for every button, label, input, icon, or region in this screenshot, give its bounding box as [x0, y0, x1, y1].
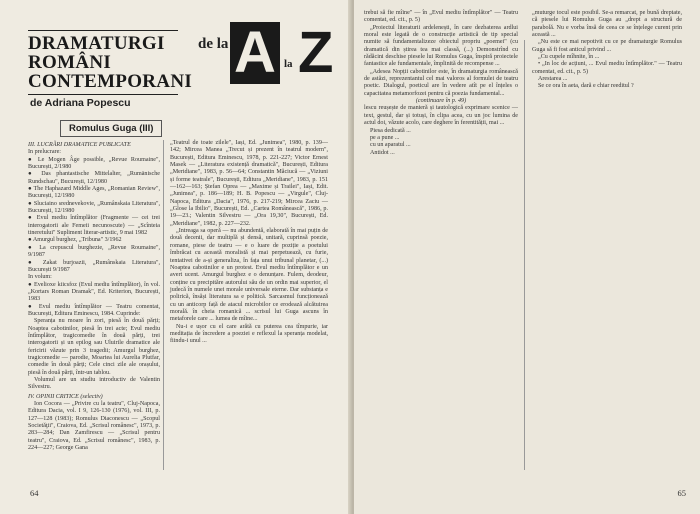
text-paragraph: trebui să fie mîine" — în „Evul mediu întîmplător" — Teatru comentat, ed. cit., p. 5) — [364, 10, 518, 24]
text-paragraph: cu un aparatul ... — [370, 142, 411, 149]
section-heading: III. LUCRĂRI DRAMATICE PUBLICATE — [28, 142, 131, 148]
page-number-left: 64 — [30, 488, 39, 498]
text-paragraph: ● The Haphazard Middle Ages, „Romanian Review", București, 12/1980 — [28, 186, 160, 200]
left-column-2 — [170, 140, 328, 346]
left-column-1 — [28, 140, 160, 452]
title-la: la — [284, 58, 293, 70]
text-paragraph: „muturge tocul este posibil. Se-a remarcat, pe bună dreptate, că piesele lui Romulus Guga au „drept a structură de parabolă. Nu e vorba însă de ceea ce se înțelege curent prin această ... — [532, 10, 682, 39]
text-paragraph: Arestarea ... — [538, 76, 568, 83]
title-block — [28, 30, 193, 95]
text-paragraph: ● Evul mediu întîmplător — Teatru comentat, București, Editura Eminescu, 1984. Cuprinde: — [28, 303, 160, 317]
text-paragraph: ● Evul mediu întîmplător (Fragmente — cei trei interogatorii ale Femeii necunoscute) — „Scînteia tineretului" Supliment literar-artistic, 9 mai 1982 — [28, 215, 160, 237]
title-big-z: Z — [298, 20, 334, 85]
text-paragraph: Piesa dedicată ... — [370, 127, 411, 134]
continuation-note: (continuare în p. 49) — [415, 98, 467, 105]
title-line-2: ROMÂNI — [28, 52, 112, 73]
page-number-right: 65 — [677, 488, 686, 498]
text-paragraph: pe a pune ... — [370, 134, 400, 141]
text-paragraph: „Teatrul de toate zilele", Iași, Ed. „Junimea", 1980, p. 139—142; Mircea Manea „Trecut și prezent în teatrul modern", București, Editura Eminescu, 1978, p. 221-227; Victor Ernest Masek — „Literatura existență dramatică", București, Editura „Meridiane", 1983, p. 56—64; Constantin Măciucă — „Viziuni și forme teatrale", București, Editura „Meridiane", 1983, p. 151—162—163; Ștefan Oprea — „Maxime și Trailei", Iași, Edit. „Junimea", p. 186—189; H. B. Popescu — „Virgule", Cluj-Napoca, Editura „Dacia", 1976, p. 217-219; Mircea Zaciu — „Glose la Ibilio", București, Ed. „Cartea Românească", 1986, p. 19—23.; Valentin Silvestru — „Ora 19,30", București, Ed. „Meridiane", 1982, p. 227—232. — [170, 140, 328, 227]
text-paragraph: ● Le Mogen Âge possible, „Revue Roumaine", București, 2/1980 — [28, 156, 160, 171]
text-paragraph: „Nu este ce mai nepotivit cu ce pe dramaturgie Romulus Guga să fi fost anticul privind ... — [532, 39, 682, 53]
text-paragraph: In prelucrare: — [28, 149, 61, 156]
column-separator — [524, 40, 525, 470]
title-line-3: CONTEMPORANI — [28, 71, 193, 92]
text-paragraph: Speranța nu moare în zori, piesă în două părți; Noaptea cabotinilor, piesă în trei acte; Evul mediu întîmplător, tragicomedie în două părți, trei interogatorii și un epilog sau Uluirile dramatice ale fericirii văzute prin 3 tragedii; Amurgul burghez, tragicomedie — parodie, Moartea lui Aurelia Plutfar, comedie în două părți; Cele cinci zile ale orașului, piesă în două părți, într-un tablou. — [28, 318, 160, 376]
article-subtitle: Romulus Guga (III) — [60, 120, 162, 137]
right-page — [354, 0, 700, 514]
text-paragraph: „Proiectul literaturii ardelenești, în care dezbaterea ardlui moral este legată de o construcție artistică de tip special numite să fundamentalizeze obiectul propriu „poemei" (cu dramatică din știrea tea mai classă, (...) Demonstrînd cu rădăcini deschise piesele lui Romulus Guga, înspiră proiectele fantastice ale fundamentale, împlinită de recompense ... — [364, 24, 518, 68]
right-column-1 — [364, 10, 518, 157]
text-paragraph: • „In loc de acțiuni, ... Evul mediu întîmplător." — Teatru comentat, ed. cit., p. 5) — [532, 61, 682, 75]
section-heading: IV. OPINII CRITICE (selectiv) — [28, 393, 103, 400]
text-paragraph: „Intreaga sa operă — nu abundentă, elaborată în mai puțin de două decenii, dar multiplă și densă, unitară, cuprinsă poezie, romane, piese de teatru — e o luare de poziție a poetului îmbrăcat cu această moralistă și mai perpetuează, cu furie, tentativei de a-și generaliza, în fața unui tribunal planetar, (...) Noaptea cabotinilor e un protest. Evul mediu întîmplător e un avert ucent. Amurgul burghez e o denunțare. Fulem, deodeur, conține cu precipităre autorului său de un ordin mai superior, el judecă în numele unei morale universale eterne. Dar substanța e polirică, însăși literatura sa e politică. Sarcasmul funcționează cu un anticorp față de atacul microbilor ce erodează alcătuirea morală. în cheia romanică ... scrisul lui Guga ascuns în metaforele care ... lumea de mîine... — [170, 228, 328, 323]
text-paragraph: Ion Cocora — „Privire cu la teatru", Cluj-Napoca, Editura Dacia, vol. I 9, 126-130 (1976), vol. III, p. 127—128 (1983); Romulus Diaconescu — „Scopul Societăţii", Craiova, Ed. „Scrisul românesc", 1973, p. 283—284; Dan Zamfirescu — „Scrisul pentru teatru", Craiova, Ed. „Scrisul românesc", 1983, p. 224—227; George Gana — [28, 401, 160, 452]
text-paragraph: ● Das phantastische Mittelalter, „Rumänische Rundschau", București, 12/1980 — [28, 171, 160, 185]
text-paragraph: Se ce ora în aeta, dară e chiar reeditul ? — [538, 83, 634, 90]
title-big-a: A — [230, 22, 280, 84]
text-paragraph: lescu reușește de manieră și tautologică exprimare scenice — text, gestul, dar și totuși, în clipa acea, cu un joc lumina de actul doi, văzute acolo, care deghere în ferentității, mai ... — [364, 105, 518, 127]
text-paragraph: Antidot ... — [370, 149, 395, 156]
text-paragraph: Volumul are un studiu introductiv de Valentin Silvestru. — [28, 377, 160, 391]
text-paragraph: ● La crepuscul burghezie, „Revue Roumaine", 9/1987 — [28, 244, 160, 259]
text-paragraph: „Cu cupele mîhnite, în ... — [538, 54, 600, 61]
title-line-1: DRAMATURGI — [28, 33, 165, 54]
column-separator — [163, 140, 164, 470]
right-column-2 — [532, 10, 682, 91]
text-paragraph: In volum: — [28, 274, 52, 281]
text-paragraph: Nu-i e ușor cu el care arătă cu puterea cea tîmpurie, iar meditația de încredere a poeziei e reflexul la speranța modelat, fiindu-i unul ... — [170, 323, 328, 345]
author-line: de Adriana Popescu — [30, 97, 131, 109]
title-de-la: de la — [198, 36, 229, 52]
text-paragraph: ● Sluciaino srednevekovie, „Rumânskaia Literatura", București, 12/1980 — [28, 200, 160, 215]
text-paragraph: ● Zakat burjoazii, „Rumânskaia Literatura", București 9/1987 — [28, 259, 160, 273]
text-paragraph: ● Evelioxe kiicsfoz (Evul mediu întîmplător), în vol. „Kortars Roman Dramak", Ed. Kriterion, București, 1983 — [28, 281, 160, 303]
text-paragraph: „Adesea Nopții cabotinilor este, în dramaturgia românească de astăzi, reprezentantul cel mai valoros al formulei de teatru poetic. Dialogul, poeticul are în vedere atît pe el înțeles o capacitatea metamorfozei pentru că poezia fundamental... — [364, 68, 518, 97]
text-paragraph: ● Amurgul burghez, „Tribuna" 3/1962 — [28, 237, 122, 244]
